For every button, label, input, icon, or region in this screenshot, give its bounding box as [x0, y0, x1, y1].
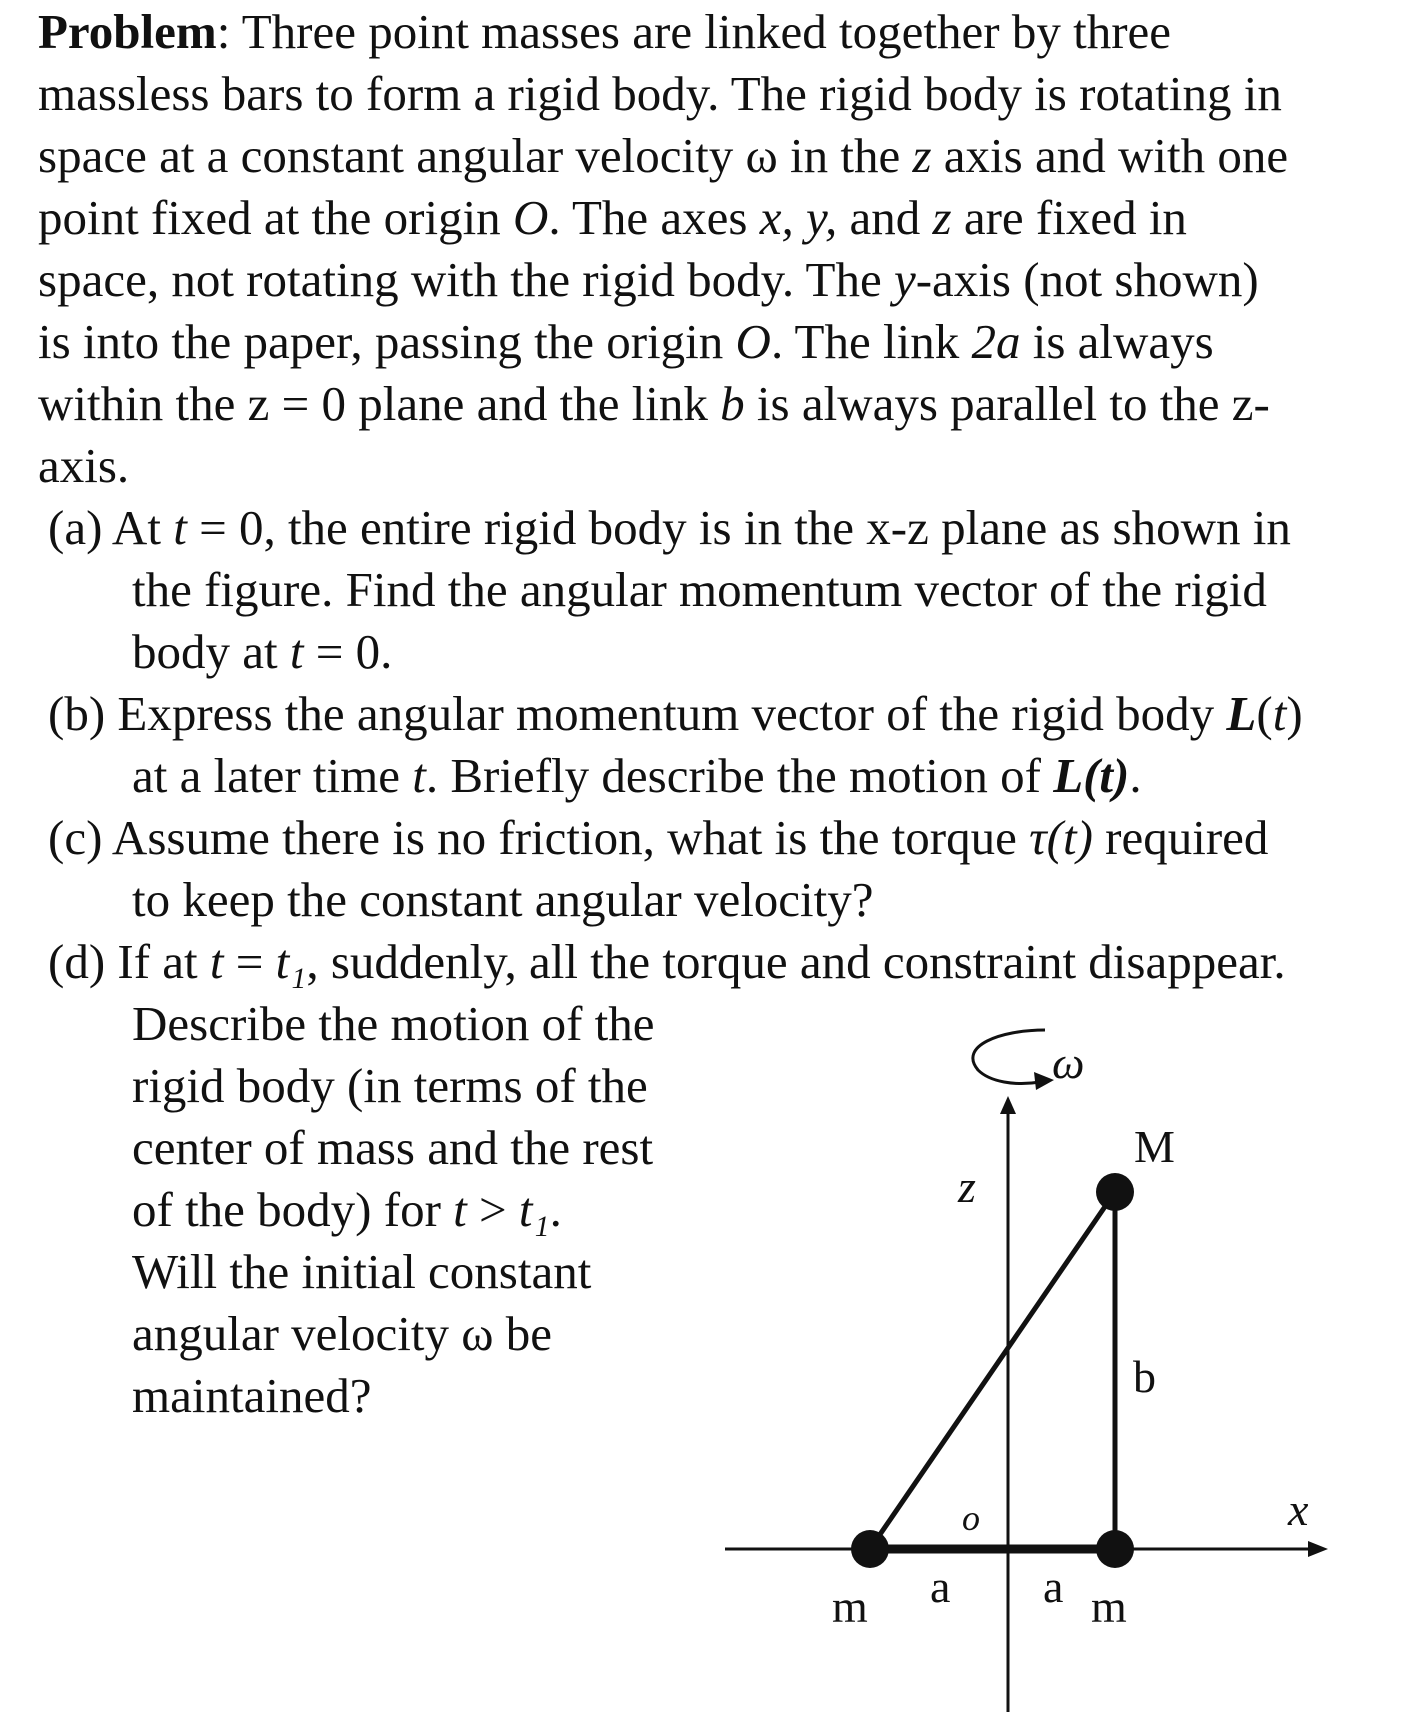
- part-d-line-5: of the body) for t > t₁.: [132, 1182, 562, 1237]
- mass-right-dot: [1096, 1530, 1134, 1568]
- x-axis-arrowhead-icon: [1308, 1541, 1328, 1557]
- problem-line-5: space, not rotating with the rigid body. The y-axis (not shown): [38, 252, 1259, 307]
- problem-line-2: massless bars to form a rigid body. The rigid body is rotating in: [38, 66, 1282, 121]
- part-d-line-4: center of mass and the rest: [132, 1120, 654, 1175]
- part-a-line-3: body at t = 0.: [132, 624, 393, 679]
- problem-line-3: space at a constant angular velocity ω in the z axis and with one: [38, 128, 1289, 183]
- problem-line-7: within the z = 0 plane and the link b is always parallel to the z-: [38, 376, 1270, 431]
- link-b-label: b: [1133, 1351, 1156, 1402]
- origin-label: o: [962, 1498, 980, 1538]
- mass-top-dot: [1096, 1173, 1134, 1211]
- mass-left-dot: [851, 1530, 889, 1568]
- problem-line-1: Problem: Three point masses are linked together by three: [38, 4, 1172, 59]
- mass-right-label: m: [1091, 1581, 1127, 1632]
- part-a-line-2: the figure. Find the angular momentum vector of the rigid: [132, 562, 1267, 617]
- part-b-line-1: (b) Express the angular momentum vector of the rigid body L(t): [48, 686, 1303, 741]
- problem-line-8: axis.: [38, 438, 130, 493]
- right-a-label: a: [1043, 1561, 1064, 1612]
- part-d-line-8: maintained?: [132, 1368, 372, 1423]
- part-d-line-7: angular velocity ω be: [132, 1306, 553, 1361]
- part-d-line-6: Will the initial constant: [132, 1244, 592, 1299]
- x-axis-label: x: [1288, 1484, 1309, 1535]
- problem-line-6: is into the paper, passing the origin O. The link 2a is always: [38, 314, 1214, 369]
- left-a-label: a: [930, 1561, 951, 1612]
- part-d-line-1: (d) If at t = t₁, suddenly, all the torque and constraint disappear.: [48, 934, 1286, 989]
- part-b-line-2: at a later time t. Briefly describe the motion of L(t).: [132, 748, 1142, 803]
- rotation-arrow-icon: [1034, 1072, 1054, 1090]
- mass-left-label: m: [832, 1581, 868, 1632]
- part-d-line-3: rigid body (in terms of the: [132, 1058, 648, 1113]
- part-c-line-2: to keep the constant angular velocity?: [132, 872, 874, 927]
- z-axis-label: z: [958, 1161, 976, 1212]
- problem-label: Problem: [38, 4, 217, 59]
- rotation-arc: [973, 1030, 1045, 1084]
- link-diagonal: [870, 1192, 1115, 1549]
- part-c-line-1: (c) Assume there is no friction, what is the torque τ(t) required: [48, 810, 1269, 865]
- part-a-line-1: (a) At t = 0, the entire rigid body is in the x-z plane as shown in: [48, 500, 1291, 555]
- mass-top-label: M: [1134, 1121, 1175, 1172]
- problem-line-4: point fixed at the origin O. The axes x, y, and z are fixed in: [38, 190, 1187, 245]
- omega-label: ω: [1052, 1037, 1085, 1088]
- part-d-line-2: Describe the motion of the: [132, 996, 655, 1051]
- z-axis-arrowhead-icon: [1000, 1096, 1016, 1114]
